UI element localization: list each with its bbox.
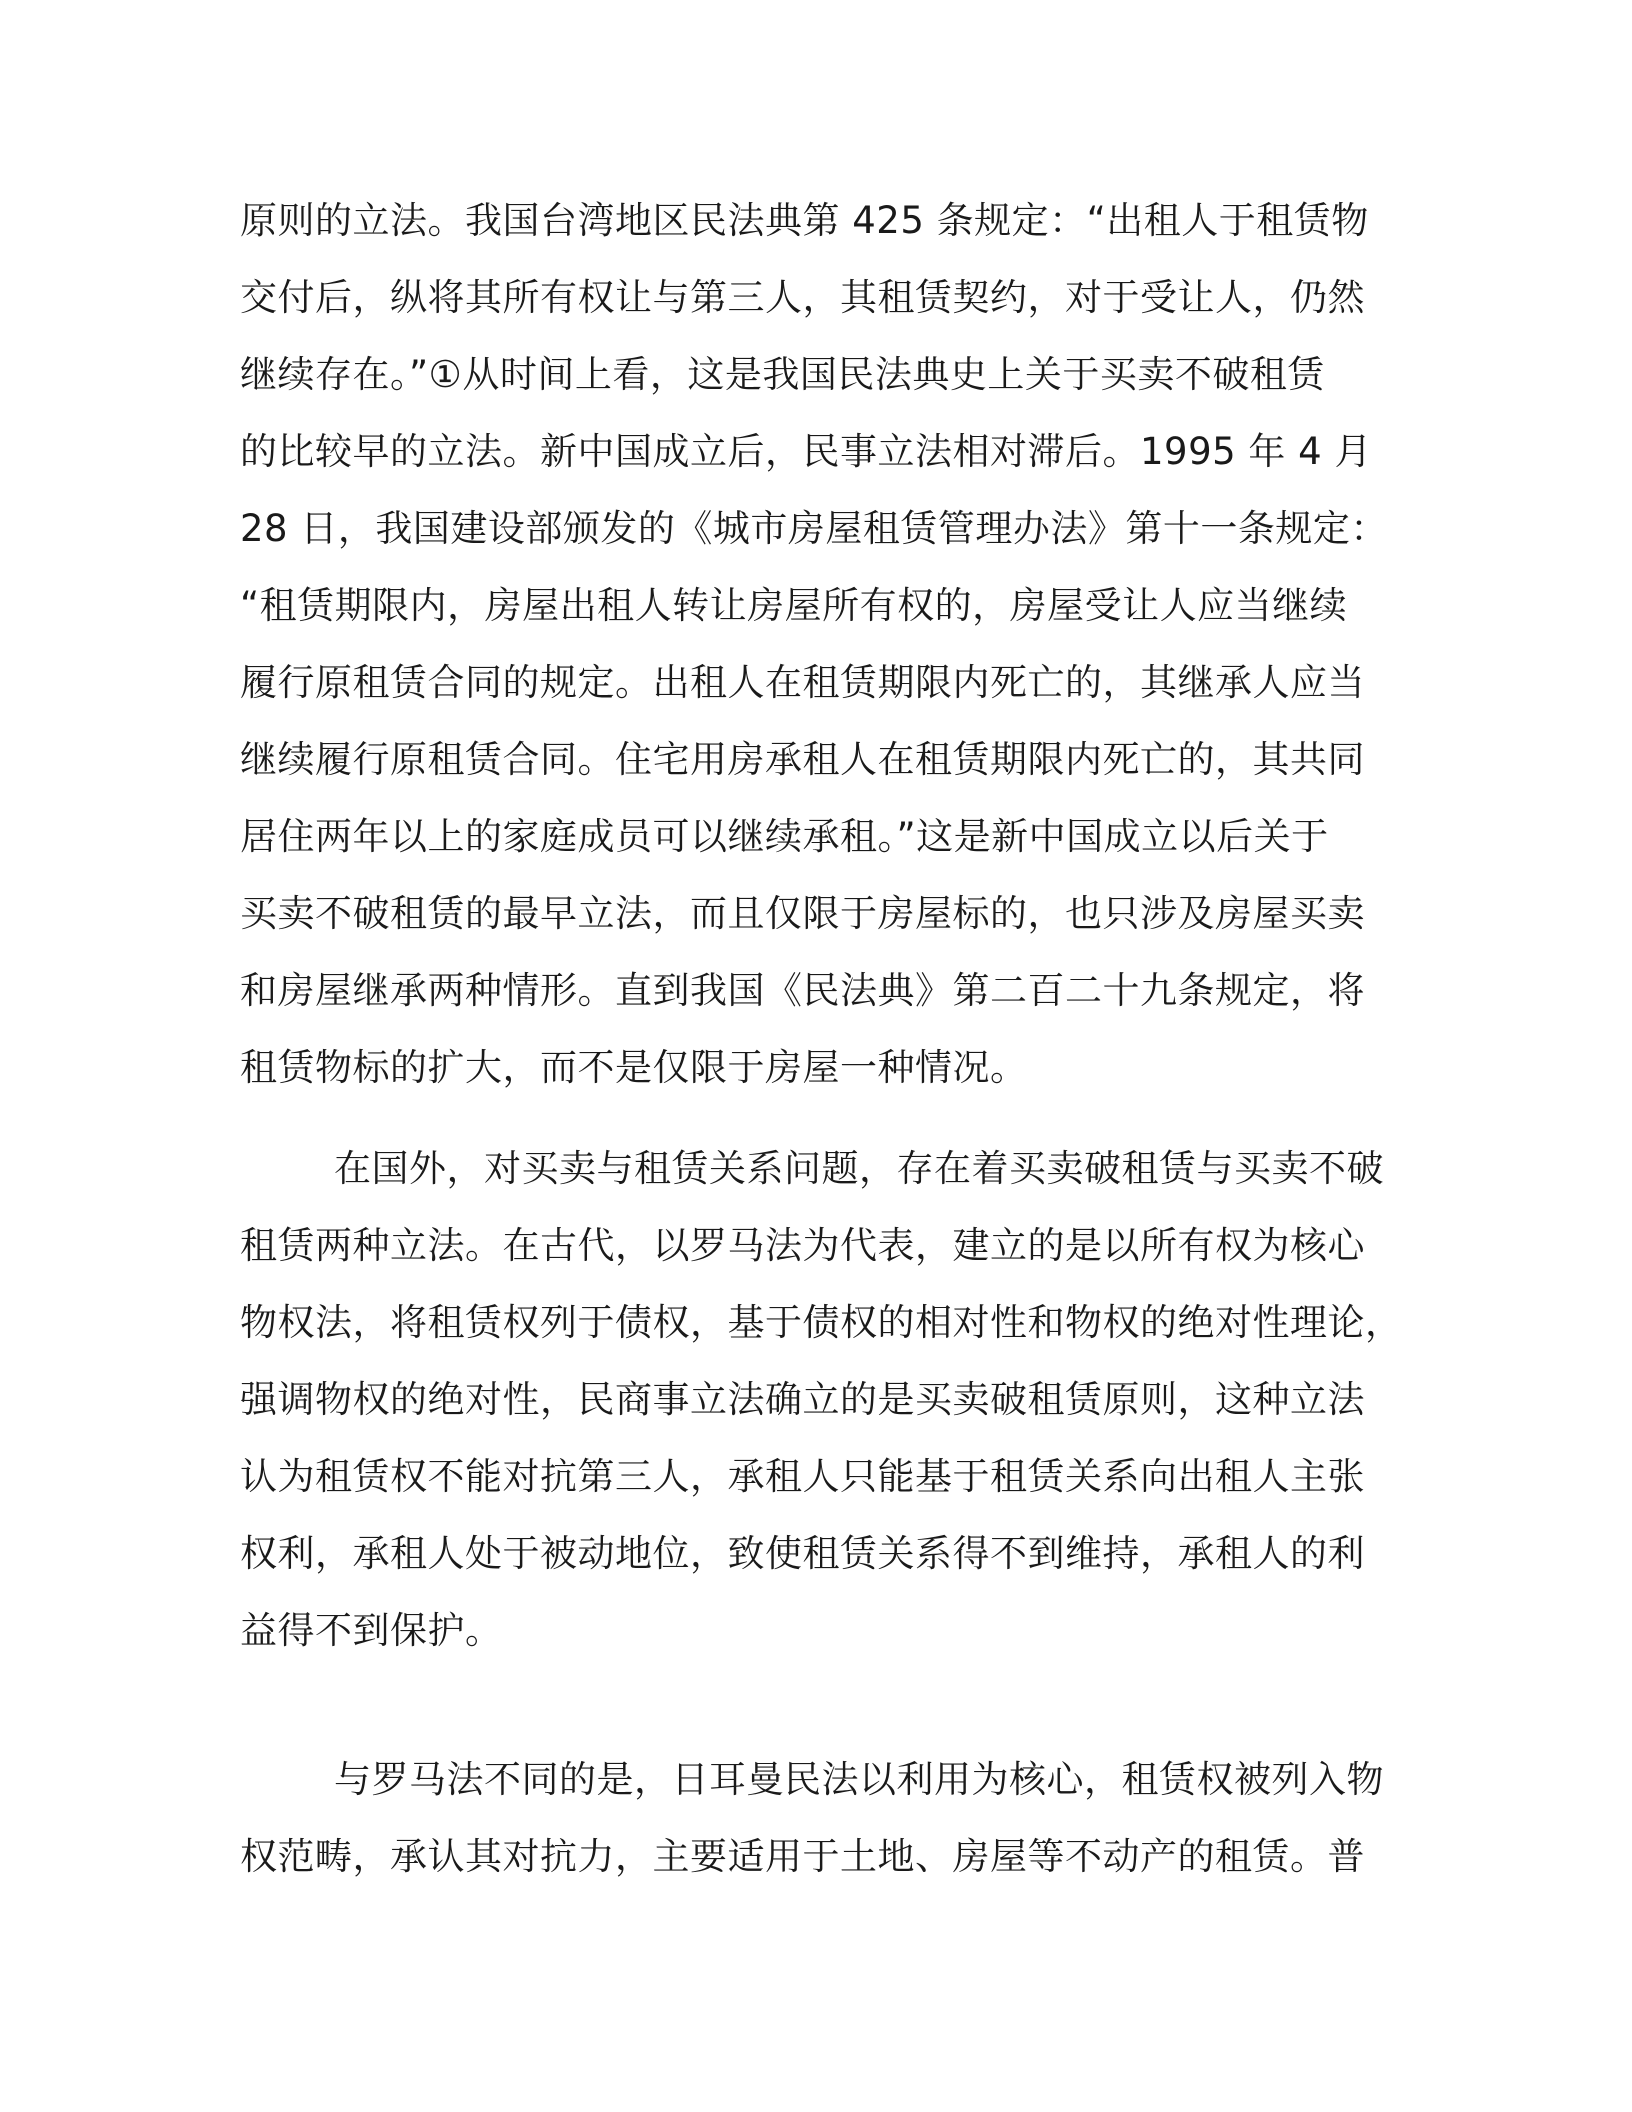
text-line: “租赁期限内，房屋出租人转让房屋所有权的，房屋受让人应当继续	[240, 584, 1348, 627]
text-line: 居住两年以上的家庭成员可以继续承租。”这是新中国成立以后关于	[240, 815, 1329, 858]
text-line: 和房屋继承两种情形。直到我国《民法典》第二百二十九条规定，将	[240, 969, 1365, 1012]
text-line: 认为租赁权不能对抗第三人，承租人只能基于租赁关系向出租人主张	[240, 1455, 1365, 1498]
text-line: 交付后，纵将其所有权让与第三人，其租赁契约，对于受让人，仍然	[240, 276, 1365, 319]
text-line: 益得不到保护。	[240, 1609, 503, 1652]
text-line: 28 日，我国建设部颁发的《城市房屋租赁管理办法》第十一条规定：	[240, 507, 1388, 550]
text-line: 在国外，对买卖与租赁关系问题，存在着买卖破租赁与买卖不破	[334, 1147, 1384, 1190]
text-line: 原则的立法。我国台湾地区民法典第 425 条规定：“出租人于租赁物	[240, 199, 1369, 242]
paragraph-2	[240, 1130, 1403, 1669]
text-line: 权范畴，承认其对抗力，主要适用于土地、房屋等不动产的租赁。普	[240, 1835, 1365, 1878]
text-line: 强调物权的绝对性，民商事立法确立的是买卖破租赁原则，这种立法	[240, 1378, 1365, 1421]
paragraph-3	[240, 1741, 1384, 1895]
text-line: 继续存在。”①从时间上看，这是我国民法典史上关于买卖不破租赁	[240, 353, 1325, 396]
text-line: 履行原租赁合同的规定。出租人在租赁期限内死亡的，其继承人应当	[240, 661, 1365, 704]
text-line: 租赁物标的扩大，而不是仅限于房屋一种情况。	[240, 1046, 1028, 1089]
text-line: 的比较早的立法。新中国成立后，民事立法相对滞后。1995 年 4 月	[240, 430, 1372, 473]
text-line: 租赁两种立法。在古代，以罗马法为代表，建立的是以所有权为核心	[240, 1224, 1365, 1267]
paragraph-1	[240, 182, 1388, 1106]
text-line: 继续履行原租赁合同。住宅用房承租人在租赁期限内死亡的，其共同	[240, 738, 1365, 781]
text-line: 与罗马法不同的是，日耳曼民法以利用为核心，租赁权被列入物	[334, 1758, 1384, 1801]
text-line: 权利，承租人处于被动地位，致使租赁关系得不到维持，承租人的利	[240, 1532, 1365, 1575]
text-line: 物权法，将租赁权列于债权，基于债权的相对性和物权的绝对性理论，	[240, 1301, 1403, 1344]
text-line: 买卖不破租赁的最早立法，而且仅限于房屋标的，也只涉及房屋买卖	[240, 892, 1365, 935]
